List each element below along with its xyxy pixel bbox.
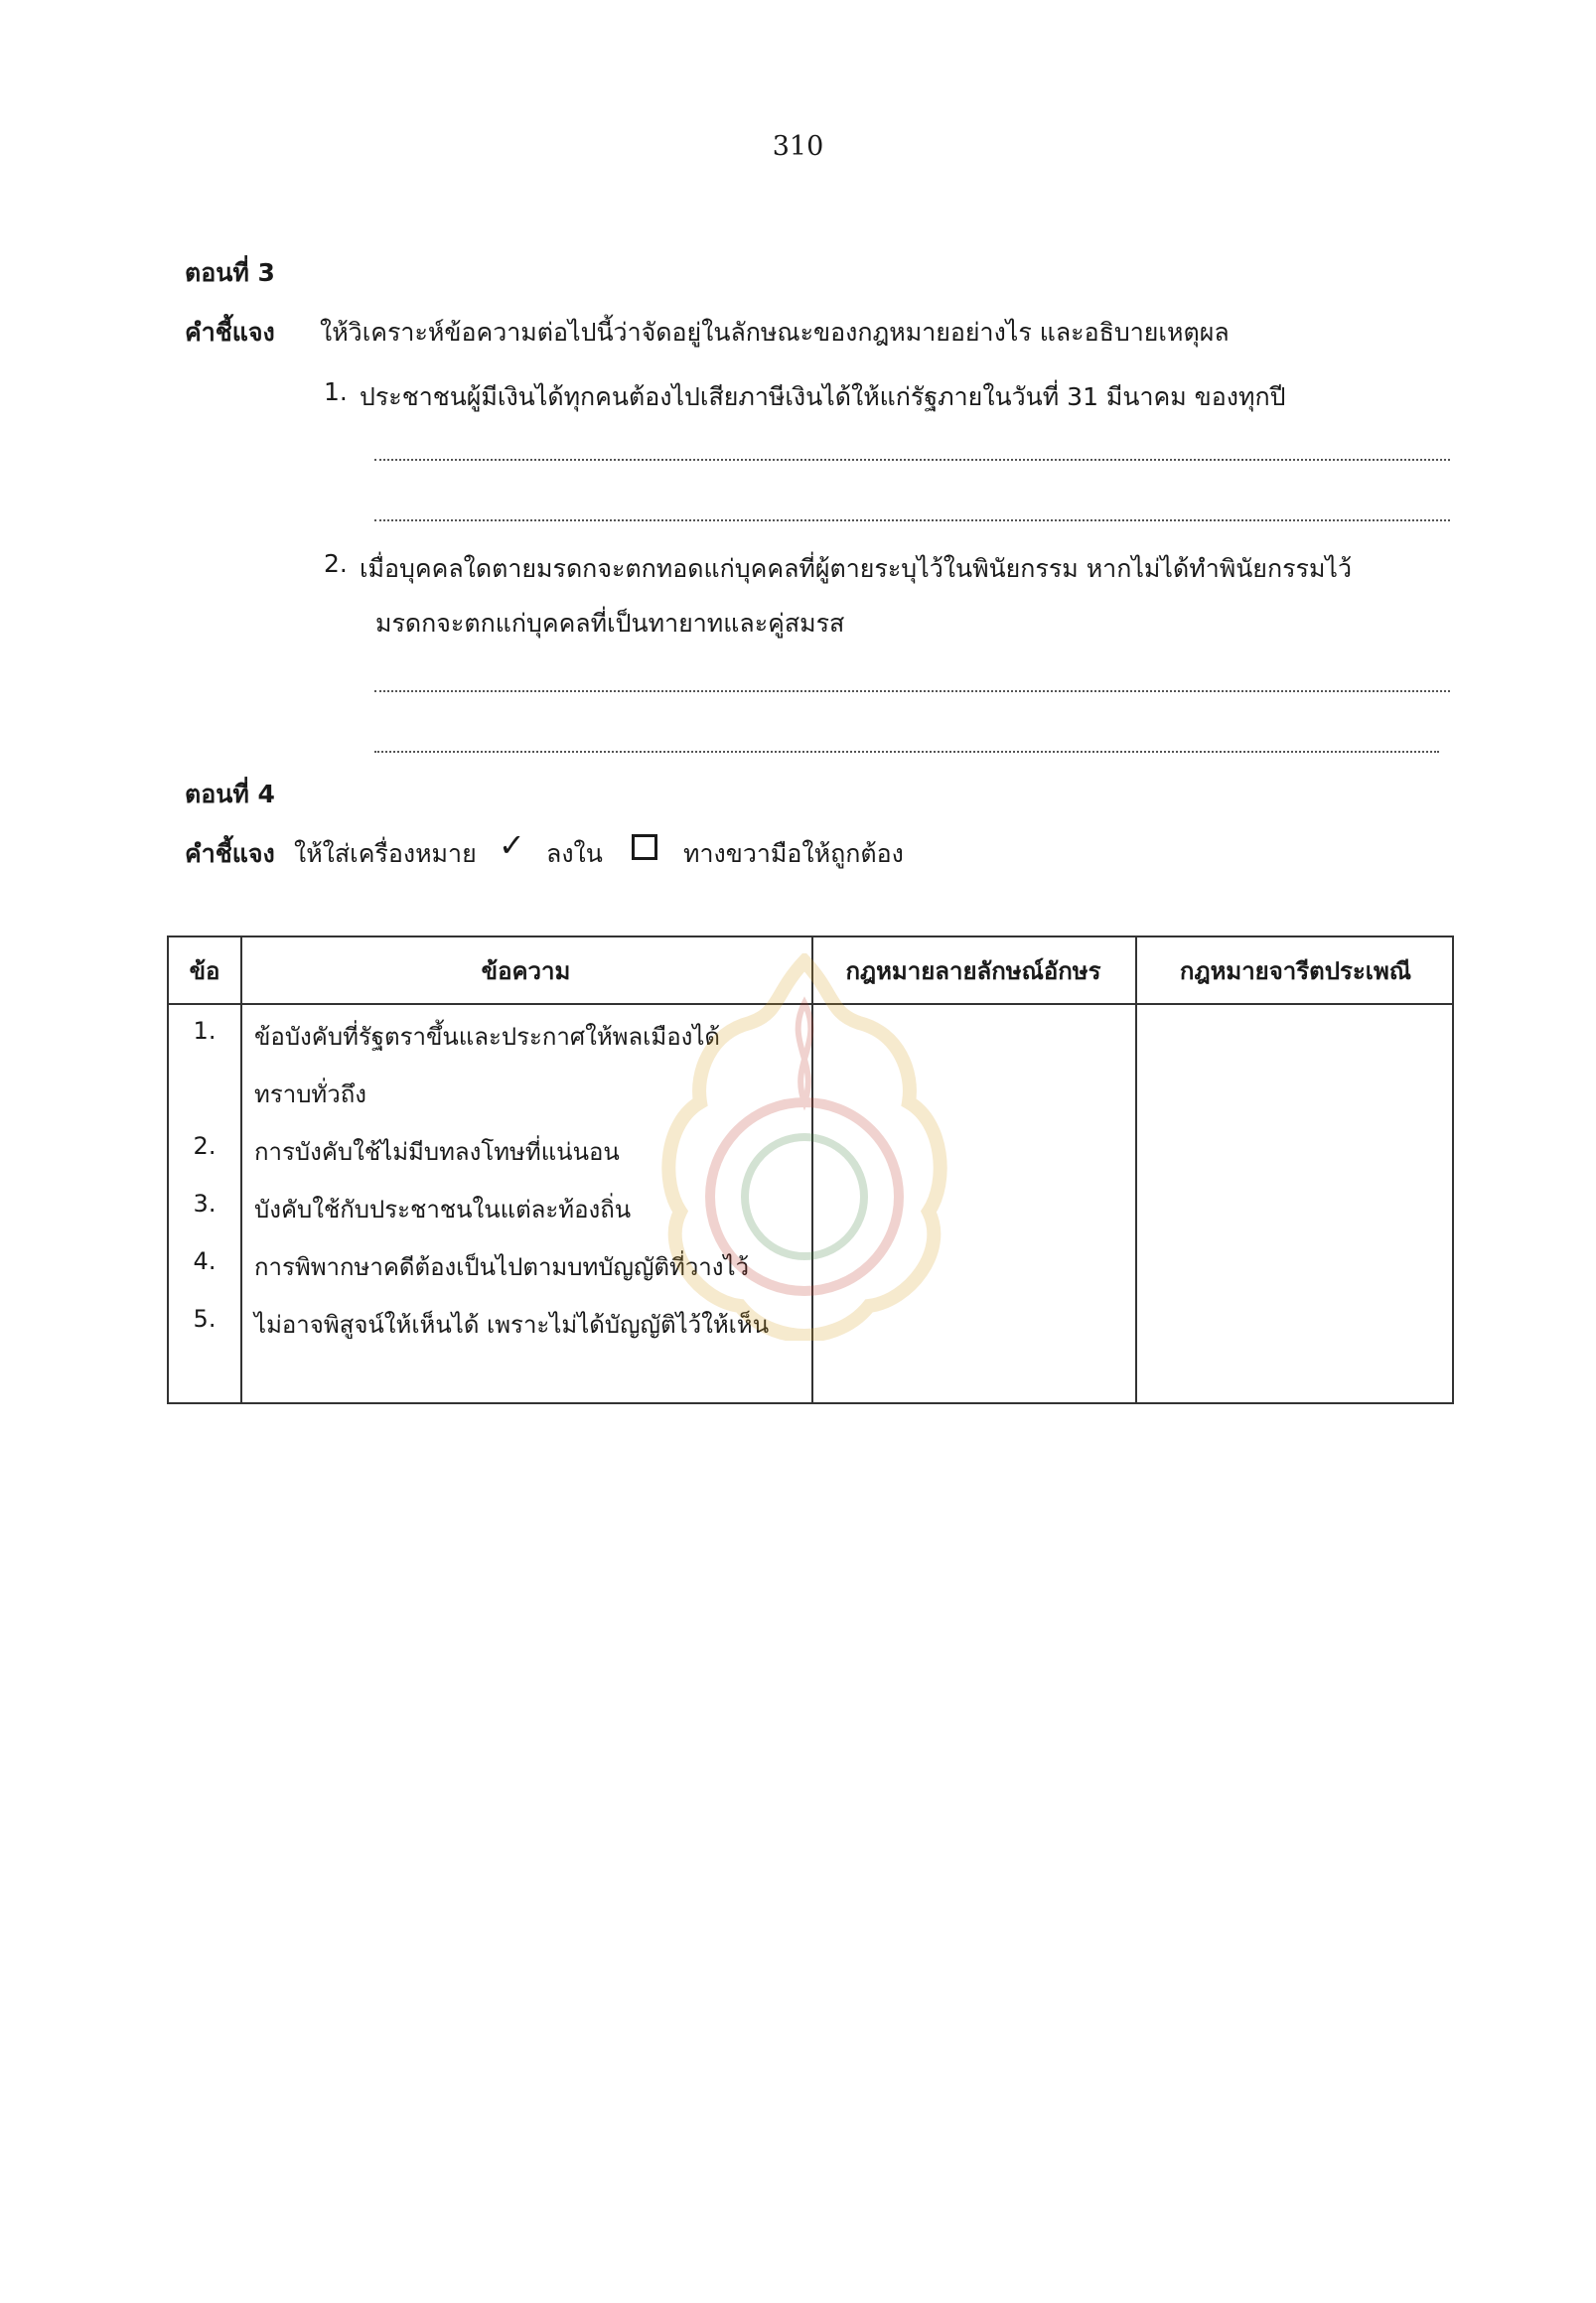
header-written-law: กฎหมายลายลักษณ์อักษร [845,956,1101,985]
row-statement: ข้อบังคับที่รัฐตราขึ้นและประกาศให้พลเมืองได้ [254,1023,720,1051]
part3-instruction-label: คำชี้แจง [185,318,275,347]
row-statement: การพิพากษาคดีต้องเป็นไปตามบทบัญญัติที่วางไว้ [254,1253,750,1281]
answer-table [167,936,1454,1404]
answer-line[interactable] [374,459,1450,461]
part4-instruction-label: คำชี้แจง [185,839,275,868]
row-number: 3. [193,1190,217,1218]
page-number: 310 [772,131,824,162]
row-number: 4. [193,1247,217,1275]
part4-heading: ตอนที่ 4 [185,780,275,808]
question-2-text-continued: มรดกจะตกแก่บุคคลที่เป็นทายาทและคู่สมรส [375,609,845,638]
header-item-number: ข้อ [189,956,220,985]
row-statement: ไม่อาจพิสูจน์ให้เห็นได้ เพราะไม่ได้บัญญัติไว้ให้เห็น [254,1311,770,1339]
answer-line[interactable] [374,519,1450,521]
answer-line[interactable] [374,751,1439,753]
question-2-number: 2. [324,549,348,578]
check-mark-icon: ✓ [499,826,525,864]
row-statement: การบังคับใช้ไม่มีบทลงโทษที่แน่นอน [254,1138,620,1166]
question-1-number: 1. [324,377,348,406]
written-law-answer-column[interactable] [813,1005,1133,1402]
checkbox-icon [632,834,657,860]
row-number: 2. [193,1132,217,1160]
customary-law-answer-column[interactable] [1137,1005,1454,1402]
part4-instruction-middle: ลงใน [546,839,603,868]
part4-instruction-before: ให้ใส่เครื่องหมาย [294,839,477,868]
row-statement-continued: ทราบทั่วถึง [254,1080,366,1108]
header-customary-law: กฎหมายจารีตประเพณี [1179,956,1412,985]
question-2-text: เมื่อบุคคลใดตายมรดกจะตกทอดแก่บุคคลที่ผู้ตายระบุไว้ในพินัยกรรม หากไม่ได้ทำพินัยกรรมไว้ [360,554,1353,583]
header-statement: ข้อความ [481,956,571,985]
row-statement: บังคับใช้กับประชาชนในแต่ละท้องถิ่น [254,1196,632,1223]
row-number: 1. [193,1017,217,1045]
part3-instruction-text: ให้วิเคราะห์ข้อความต่อไปนี้ว่าจัดอยู่ในลักษณะของกฎหมายอย่างไร และอธิบายเหตุผล [320,318,1230,347]
part3-heading: ตอนที่ 3 [185,258,275,287]
answer-line[interactable] [374,690,1450,692]
part4-instruction-after: ทางขวามือให้ถูกต้อง [683,839,904,868]
question-1-text: ประชาชนผู้มีเงินได้ทุกคนต้องไปเสียภาษีเงินได้ให้แก่รัฐภายในวันที่ 31 มีนาคม ของทุกปี [360,382,1286,411]
row-number: 5. [193,1305,217,1333]
